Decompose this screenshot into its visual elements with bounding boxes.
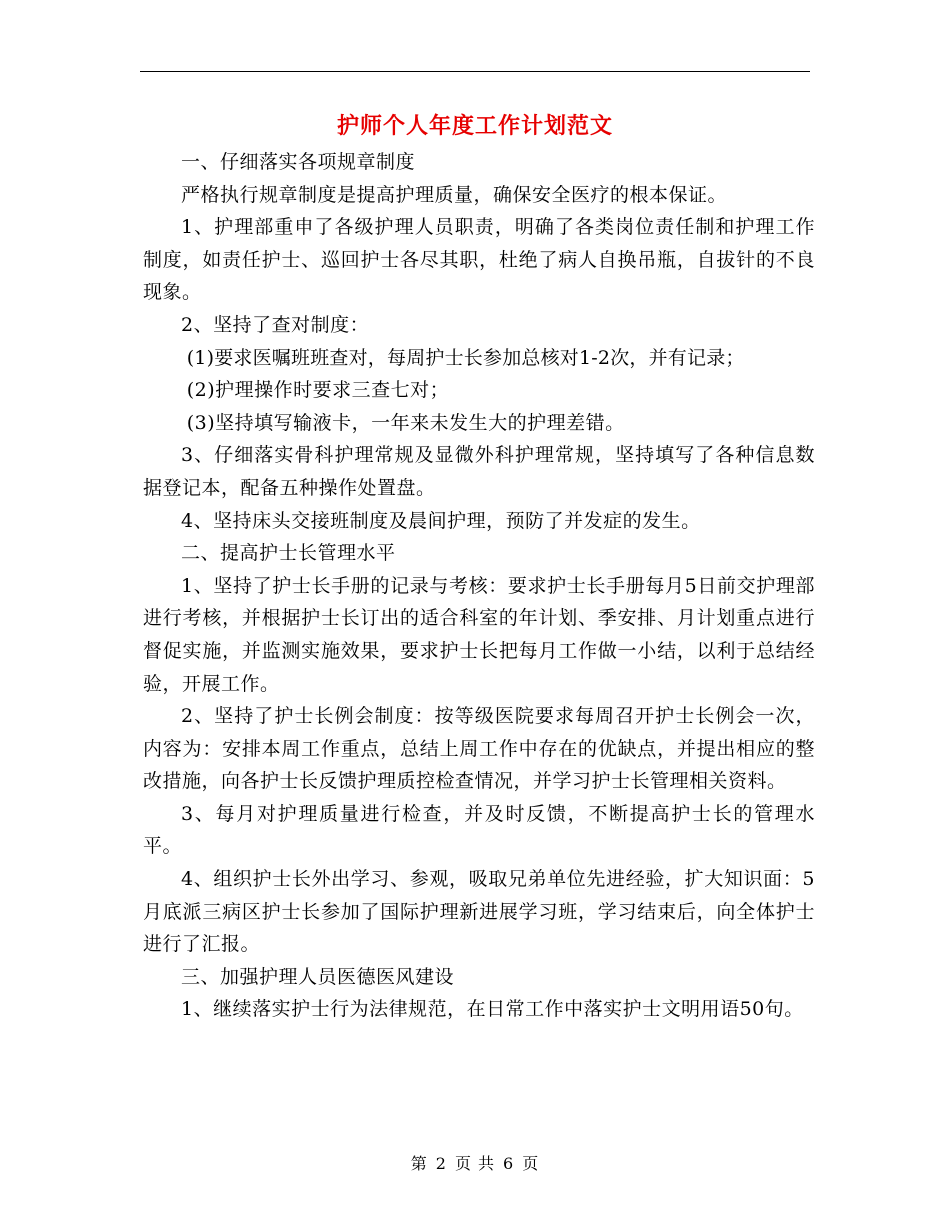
paragraph: 严格执行规章制度是提高护理质量，确保安全医疗的根本保证。 [181,183,728,206]
section-heading-3: 三、加强护理人员医德医风建设 [181,965,455,988]
paragraph: 3、仔细落实骨科护理常规及显微外科护理常规，坚持填写了各种信息数据登记本，配备五种操作处置盘。 [143,444,815,499]
list-item: (2)护理操作时要求三查七对； [186,379,450,402]
section-heading-2: 二、提高护士长管理水平 [181,542,396,565]
document-body [143,146,815,1026]
current-page-number: 2 [435,1154,447,1173]
footer-suffix: 页 [522,1154,540,1173]
list-item: (1)要求医嘱班班查对，每周护士长参加总核对1-2次，并有记录； [186,346,745,369]
paragraph: 1、护理部重申了各级护理人员职责，明确了各类岗位责任制和护理工作制度，如责任护士、巡回护士各尽其职，杜绝了病人自换吊瓶，自拔针的不良现象。 [143,216,815,304]
paragraph: 1、继续落实护士行为法律规范，在日常工作中落实护士文明用语50句。 [181,998,804,1021]
paragraph: 2、坚持了护士长例会制度：按等级医院要求每周召开护士长例会一次，内容为：安排本周工作重点，总结上周工作中存在的优缺点，并提出相应的整改措施，向各护士长反馈护理质控检查情况，并学习护士长管理相关资料。 [143,705,815,793]
paragraph: 4、组织护士长外出学习、参观，吸取兄弟单位先进经验，扩大知识面：5月底派三病区护士长参加了国际护理新进展学习班，学习结束后，向全体护士进行了汇报。 [143,868,815,956]
document-title: 护师个人年度工作计划范文 [336,113,613,139]
header-rule [140,71,810,72]
section-heading-1: 一、仔细落实各项规章制度 [181,151,416,173]
paragraph: 1、坚持了护士长手册的记录与考核：要求护士长手册每月5日前交护理部进行考核，并根据护士长订出的适合科室的年计划、季安排、月计划重点进行督促实施，并监测实施效果，要求护士长把每月工作做一小结，以利于总结经验，开展工作。 [143,574,815,695]
total-page-count: 6 [503,1154,515,1173]
paragraph: 3、每月对护理质量进行检查，并及时反馈，不断提高护士长的管理水平。 [143,802,815,858]
list-item: (3)坚持填写输液卡，一年来未发生大的护理差错。 [186,411,625,434]
footer-prefix: 第 [410,1154,428,1173]
paragraph: 4、坚持床头交接班制度及晨间护理，预防了并发症的发生。 [181,509,701,532]
page-footer [0,1152,950,1176]
paragraph: 2、坚持了查对制度： [181,313,370,336]
footer-middle: 页 共 [454,1154,496,1173]
